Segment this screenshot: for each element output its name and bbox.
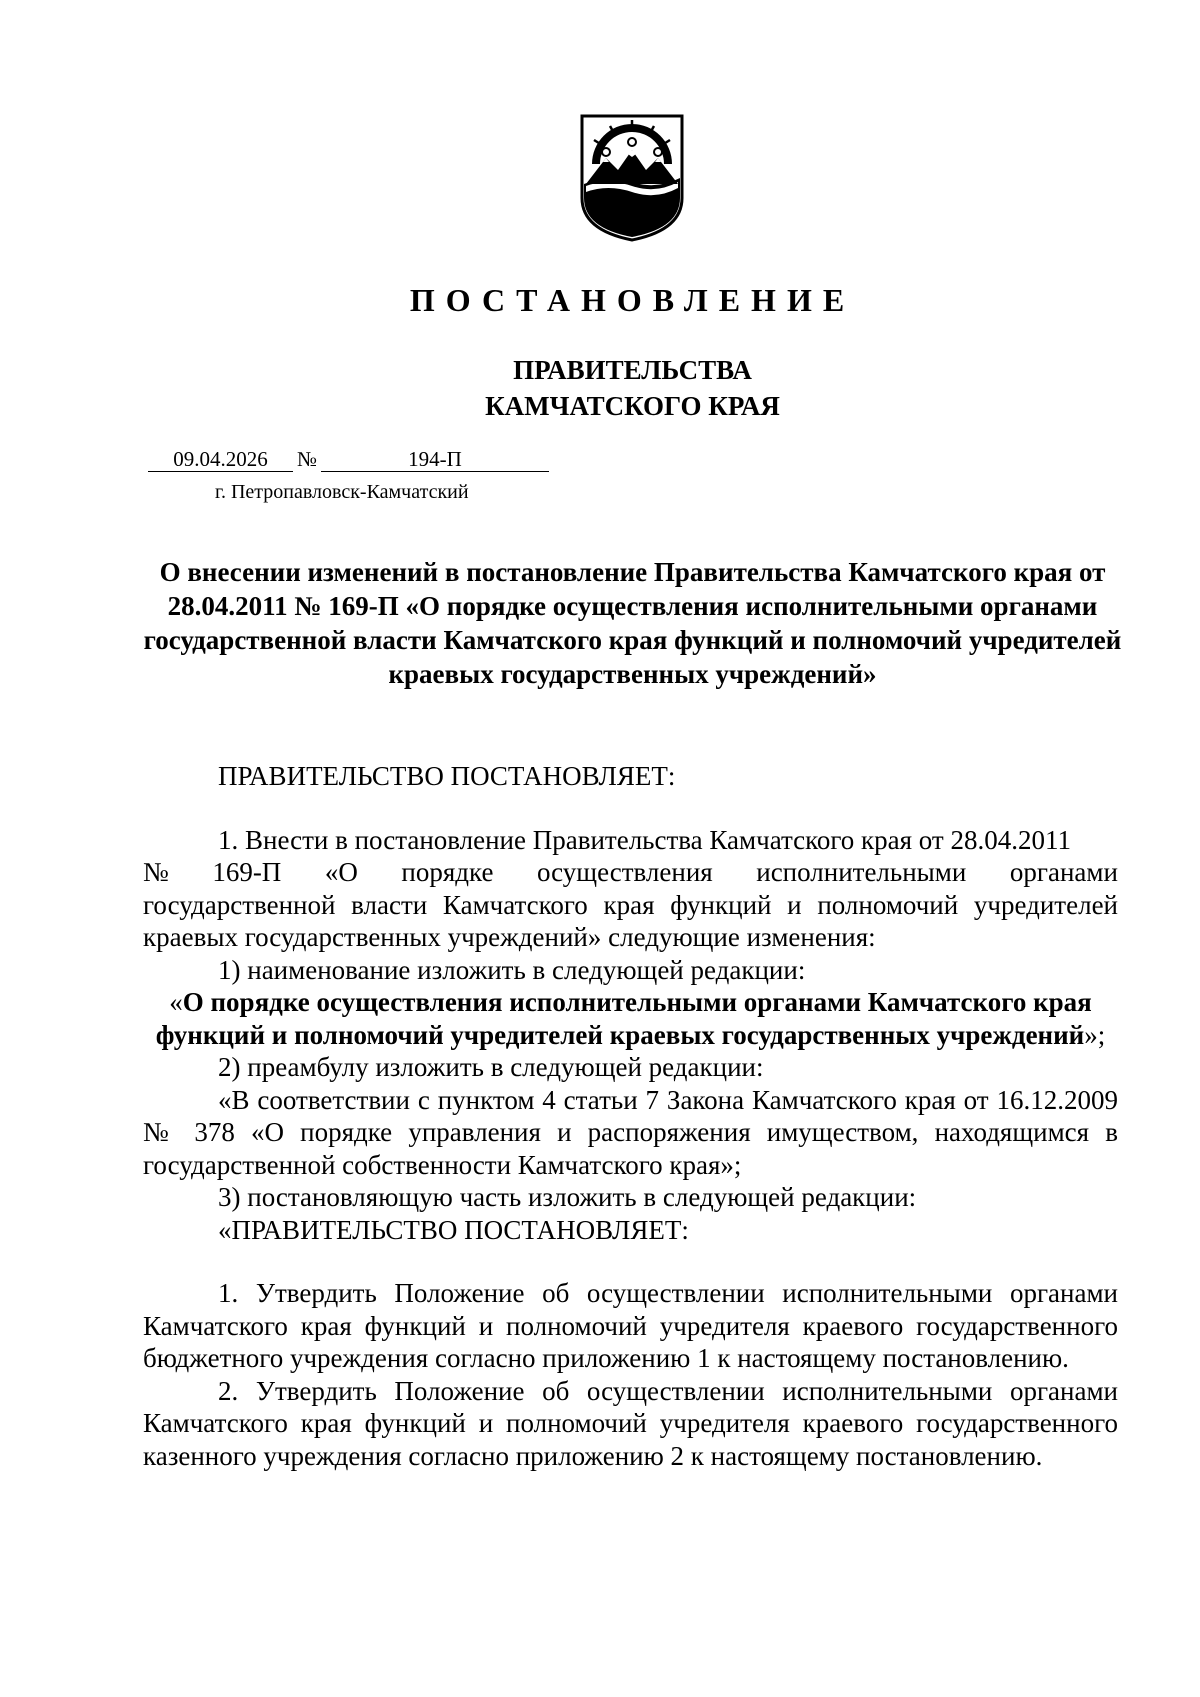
document-type-heading: ПОСТАНОВЛЕНИЕ — [409, 282, 856, 318]
subitem-1-intro: 1) наименование изложить в следующей редакции: — [218, 954, 806, 985]
item-1-word: «О — [324, 857, 358, 887]
item-1-word: органами — [1009, 857, 1118, 887]
document-number: 194-П — [321, 448, 549, 472]
item-1-word: порядке — [401, 857, 494, 887]
point-2: 2. Утвердить Положение об осуществлении исполнительными органами Камчатского края функций и полномочий учредителя краевого государственного казенного учреждения согласно приложению 2 к настоящему постановлению. — [143, 1375, 1118, 1471]
document-title: О внесении изменений в постановление Правительства Камчатского края от 28.04.2011 № 169-П «О порядке осуществления исполнительными органами государственной власти Камчатского края функций и полномочий учредителей краевых государственных учреждений» — [143, 557, 1122, 689]
issuing-authority — [0, 352, 1200, 424]
document-date: 09.04.2026 — [148, 448, 293, 472]
authority-line-1: ПРАВИТЕЛЬСТВА — [513, 355, 752, 385]
subitem-3-decree: «ПРАВИТЕЛЬСТВО ПОСТАНОВЛЯЕТ: — [218, 1214, 689, 1245]
item-1-line-1: 1. Внести в постановление Правительства Камчатского края от 28.04.2011 — [218, 824, 1071, 855]
point-1: 1. Утвердить Положение об осуществлении исполнительными органами Камчатского края функций и полномочий учредителя краевого государственного бюджетного учреждения согласно приложению 1 к настоящему постановлению. — [143, 1278, 1118, 1373]
kamchatka-coat-of-arms-icon — [578, 112, 686, 242]
authority-line-2: КАМЧАТСКОГО КРАЯ — [485, 391, 780, 421]
item-1-word: № — [143, 857, 169, 887]
date-number-row — [148, 447, 549, 472]
paragraph-gap — [143, 1246, 1118, 1277]
subitem-2-preamble: «В соответствии с пунктом 4 статьи 7 Закона Камчатского края от 16.12.2009 № 378 «О порядке управления и распоряжения имуществом, находящимся в государственной собственности Камчатского края»; — [143, 1084, 1118, 1180]
subitem-2-intro: 2) преамбулу изложить в следующей редакции: — [218, 1052, 764, 1082]
decree-heading: ПРАВИТЕЛЬСТВО ПОСТАНОВЛЯЕТ: — [218, 761, 676, 791]
item-1-continuation: государственной власти Камчатского края функций и полномочий учредителей краевых государственных учреждений» следующие изменения: — [143, 889, 1118, 952]
document-body — [143, 757, 1118, 1472]
item-1-line-2 — [143, 856, 1118, 889]
subitem-1-new-title — [143, 986, 1118, 1051]
quote-close: »; — [1084, 1019, 1106, 1050]
issue-city: г. Петропавловск-Камчатский — [215, 481, 469, 503]
new-title-text: О порядке осуществления исполнительными органами Камчатского края функций и полномочий учредителей краевых государственных учреждений — [155, 987, 1092, 1050]
subitem-3-intro: 3) постановляющую часть изложить в следующей редакции: — [218, 1182, 917, 1212]
number-sign: № — [296, 447, 318, 471]
quote-open: « — [169, 987, 183, 1017]
item-1-word: осуществления — [537, 857, 713, 887]
item-1-word: исполнительными — [756, 857, 967, 887]
item-1-word: 169-П — [212, 857, 282, 887]
